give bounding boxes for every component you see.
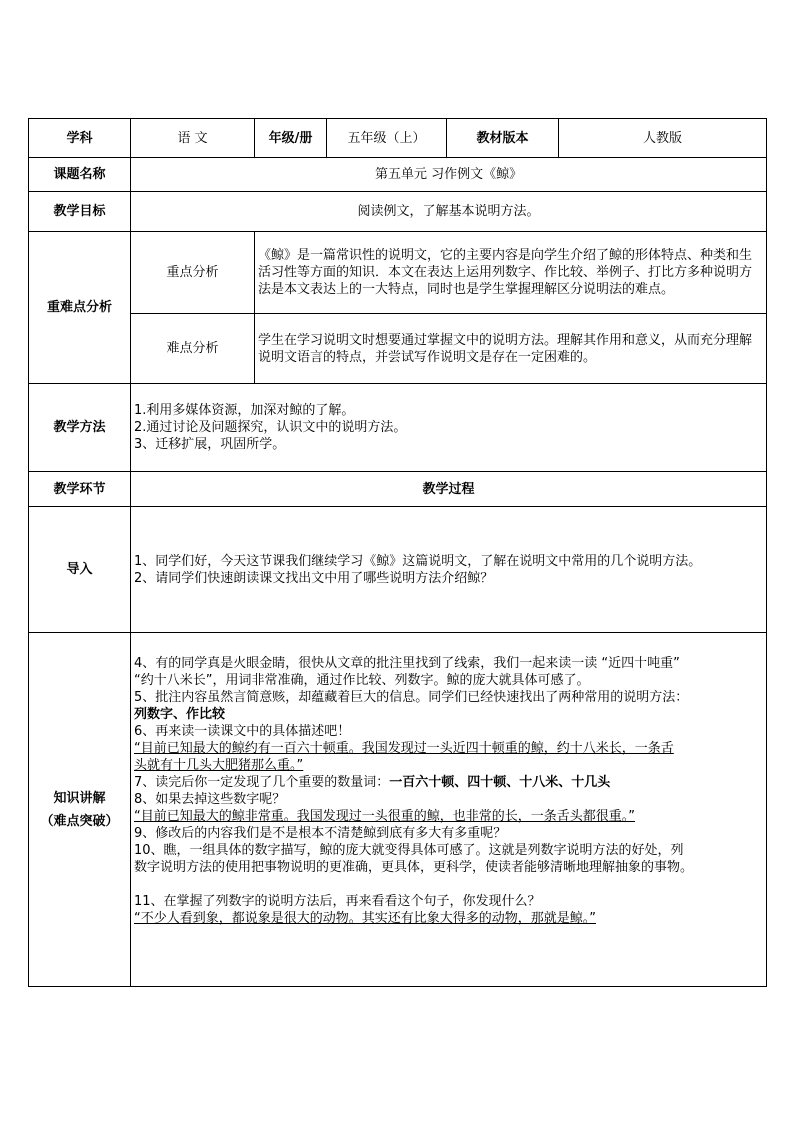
- process-header-row: [29, 472, 767, 507]
- knowledge-row: [29, 633, 767, 987]
- key-analysis-label: 重点分析: [131, 232, 255, 314]
- knowledge-sublabel: （难点突破）: [40, 813, 119, 829]
- intro-row: [29, 507, 767, 633]
- intro-content: [131, 507, 767, 633]
- grade-label: 年级/册: [255, 119, 327, 158]
- subject-value: 语 文: [131, 119, 255, 158]
- knowledge-line: 11、在掌握了列数字的说明方法后，再来看看这个句子，你发现什么？: [134, 894, 541, 909]
- knowledge-line: 数字说明方法的使用把事物说明的更准确，更具体，更科学，使读者能够清晰地理解抽象的事物。: [134, 860, 694, 875]
- quote-modified: “目前已知最大的鲸非常重。我国发现过一头很重的鲸，也非常的长，一条舌头都很重。”: [134, 809, 635, 824]
- header-row: [29, 119, 767, 158]
- quote-original-cont: 头就有十几头大肥猪那么重。”: [134, 758, 304, 773]
- goal-label: 教学目标: [29, 192, 131, 232]
- process-stage-label: 教学环节: [29, 472, 131, 507]
- grade-value: 五年级（上）: [327, 119, 447, 158]
- process-label: 教学过程: [131, 472, 767, 507]
- method-label: 教学方法: [29, 384, 131, 472]
- knowledge-line: 8、如果去掉这些数字呢？: [134, 792, 286, 807]
- knowledge-line: 6、再来读一读课文中的具体描述吧！: [134, 724, 351, 739]
- lesson-plan-table: [28, 118, 767, 987]
- knowledge-content: [131, 633, 767, 987]
- intro-line: 2、请同学们快速朗读课文找出文中用了哪些说明方法介绍鲸？: [134, 570, 494, 586]
- quantity-words: 一百六十顿、四十顿、十八米、十几头: [389, 775, 611, 790]
- key-analysis-row: [29, 232, 767, 314]
- goal-row: [29, 192, 767, 232]
- topic-label: 课题名称: [29, 158, 131, 192]
- method-list: [131, 384, 767, 472]
- method-item: 3、迁移扩展，巩固所学。: [134, 437, 286, 452]
- method-row: [29, 384, 767, 472]
- difficult-analysis-text: 学生在学习说明文时想要通过掌握文中的说明方法。理解其作用和意义，从而充分理解说明文语言的特点，并尝试写作说明文是存在一定困难的。: [255, 314, 767, 384]
- topic-row: [29, 158, 767, 192]
- method-item: 2.通过讨论及问题探究，认识文中的说明方法。: [134, 420, 407, 435]
- method-item: 1.利用多媒体资源，加深对鲸的了解。: [134, 403, 355, 418]
- quote-comparison: “不少人看到象，都说象是很大的动物。其实还有比象大得多的动物，那就是鲸。”: [134, 911, 596, 926]
- knowledge-line: 9、修改后的内容我们是不是根本不清楚鲸到底有多大有多重呢？: [134, 826, 507, 841]
- knowledge-line: 10、瞧，一组具体的数字描写，鲸的庞大就变得具体可感了。这就是列数字说明方法的好处，列: [134, 843, 684, 858]
- difficult-analysis-row: [29, 314, 767, 384]
- knowledge-label: 知识讲解: [53, 790, 106, 806]
- analysis-label: 重难点分析: [29, 232, 131, 384]
- knowledge-methods-highlight: 列数字、作比较: [134, 707, 226, 722]
- key-analysis-text: 《鲸》是一篇常识性的说明文，它的主要内容是向学生介绍了鲸的形体特点、种类和生活习性等方面的知识．本文在表达上运用列数字、作比较、举例子、打比方多种说明方法是本文表达上的一大特点，同时也是学生掌握理解区分说明法的难点。: [255, 232, 767, 314]
- knowledge-label-cell: [29, 633, 131, 987]
- intro-line: 1、同学们好，今天这节课我们继续学习《鲸》这篇说明文，了解在说明文中常用的几个说明方法。: [134, 553, 702, 569]
- knowledge-line: 4、有的同学真是火眼金睛，很快从文章的批注里找到了线索，我们一起来读一读 “近四十吨重”: [134, 656, 680, 671]
- textbook-label: 教材版本: [447, 119, 559, 158]
- intro-label: 导入: [29, 507, 131, 633]
- knowledge-line: 5、批注内容虽然言简意赅，却蕴藏着巨大的信息。同学们已经快速找出了两种常用的说明方法：: [134, 690, 689, 705]
- spacer: [134, 876, 763, 893]
- topic-value: 第五单元 习作例文《鲸》: [131, 158, 767, 192]
- quote-original: “目前已知最大的鲸约有一百六十顿重。我国发现过一头近四十顿重的鲸，约十八米长，一条舌: [134, 741, 674, 756]
- knowledge-line: 7、读完后你一定发现了几个重要的数量词：一百六十顿、四十顿、十八米、十几头: [134, 775, 611, 790]
- knowledge-line: “约十八米长”，用词非常准确，通过作比较、列数字。鲸的庞大就具体可感了。: [134, 673, 590, 688]
- textbook-value: 人教版: [559, 119, 767, 158]
- subject-label: 学科: [29, 119, 131, 158]
- goal-value: 阅读例文，了解基本说明方法。: [131, 192, 767, 232]
- difficult-analysis-label: 难点分析: [131, 314, 255, 384]
